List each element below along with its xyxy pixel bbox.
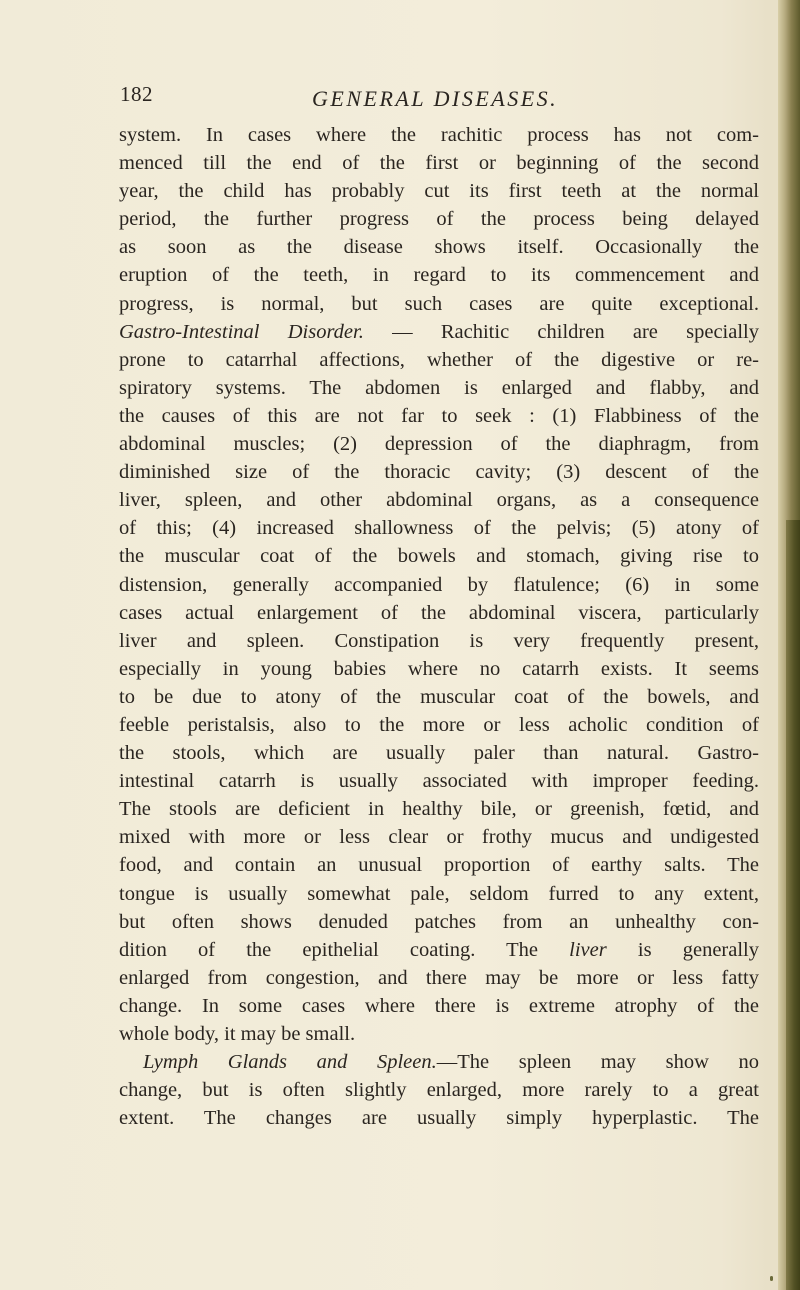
text-segment: of this; (4) increased shallowness of the pelvis; (5) atony of [119, 517, 759, 540]
text-segment: food, and contain an unusual proportion of earthy salts. The [119, 854, 759, 877]
text-line [119, 936, 759, 964]
text-segment: enlarged from congestion, and there may be more or less fatty [119, 966, 759, 989]
text-segment: to be due to atony of the muscular coat of the bowels, and [119, 685, 759, 708]
text-segment: progress, is normal, but such cases are quite exceptional. [119, 292, 759, 315]
italic-heading-segment: liver [569, 938, 607, 961]
text-line [119, 374, 759, 402]
text-line [119, 177, 759, 205]
text-segment: — Rachitic children are specially [363, 320, 759, 343]
text-segment: as soon as the disease shows itself. Occasionally the [119, 236, 759, 259]
text-segment: cases actual enlargement of the abdominal viscera, particularly [119, 601, 759, 624]
text-line [119, 964, 759, 992]
text-segment: extent. The changes are usually simply hyperplastic. The [119, 1107, 759, 1130]
text-segment: —The spleen may show no [436, 1051, 759, 1074]
page-number: 182 [120, 82, 153, 106]
text-line [119, 430, 759, 458]
text-line [119, 1020, 759, 1048]
text-line [119, 823, 759, 851]
text-segment: eruption of the teeth, in regard to its commencement and [119, 264, 759, 287]
text-line [119, 261, 759, 289]
text-line [119, 655, 759, 683]
text-segment: menced till the end of the first or beginning of the second [119, 152, 759, 175]
text-segment: is generally [606, 938, 759, 961]
text-segment: intestinal catarrh is usually associated with improper feeding. [119, 770, 759, 793]
text-line [119, 514, 759, 542]
text-line [119, 458, 759, 486]
text-line [119, 318, 759, 346]
text-line [119, 402, 759, 430]
text-segment: dition of the epithelial coating. The [119, 938, 570, 961]
text-segment: The stools are deficient in healthy bile, or greenish, fœtid, and [119, 798, 759, 821]
text-segment: whole body, it may be small. [119, 1023, 356, 1045]
text-line [119, 205, 759, 233]
text-line [119, 149, 759, 177]
text-segment: liver, spleen, and other abdominal organs, as a consequence [119, 489, 759, 512]
text-segment: abdominal muscles; (2) depression of the diaphragm, from [119, 433, 759, 456]
text-segment: but often shows denuded patches from an unhealthy con- [119, 910, 759, 933]
page-edge-dark [786, 520, 800, 1290]
text-segment: the causes of this are not far to seek : (1) Flabbiness of the [119, 404, 759, 427]
italic-heading-segment: Lymph Glands and Spleen. [143, 1051, 437, 1074]
text-segment: liver and spleen. Constipation is very frequently present, [119, 629, 759, 652]
text-line [119, 233, 759, 261]
text-line [119, 1048, 759, 1076]
italic-heading-segment: Gastro-Intestinal Disorder. [119, 320, 364, 343]
text-segment: mixed with more or less clear or frothy mucus and undigested [119, 826, 759, 849]
running-head: GENERAL DISEASES. [312, 86, 559, 111]
text-segment: diminished size of the thoracic cavity; (3) descent of the [119, 461, 759, 484]
text-segment: spiratory systems. The abdomen is enlarged and flabby, and [119, 376, 759, 399]
text-line [119, 739, 759, 767]
text-line [119, 121, 759, 149]
text-segment: feeble peristalsis, also to the more or less acholic condition of [119, 713, 759, 736]
text-line [119, 1104, 759, 1132]
text-line [119, 711, 759, 739]
text-segment: especially in young babies where no catarrh exists. It seems [119, 657, 759, 680]
text-segment: change. In some cases where there is extreme atrophy of the [119, 994, 759, 1017]
text-line [119, 542, 759, 570]
text-segment: prone to catarrhal affections, whether of the digestive or re- [119, 348, 759, 371]
text-line [119, 346, 759, 374]
text-line [119, 683, 759, 711]
text-line [119, 795, 759, 823]
text-segment: period, the further progress of the process being delayed [119, 208, 759, 231]
text-line [119, 486, 759, 514]
text-line [119, 1076, 759, 1104]
text-segment: distension, generally accompanied by flatulence; (6) in some [119, 573, 759, 596]
text-line [119, 992, 759, 1020]
text-line [119, 599, 759, 627]
text-line [119, 851, 759, 879]
text-segment: system. In cases where the rachitic process has not com- [119, 124, 759, 146]
text-segment: year, the child has probably cut its first teeth at the normal [119, 180, 759, 203]
text-line [119, 627, 759, 655]
text-line [119, 908, 759, 936]
text-line [119, 571, 759, 599]
text-line [119, 880, 759, 908]
paper-speck [770, 1276, 773, 1281]
text-line [119, 290, 759, 318]
text-segment: the stools, which are usually paler than natural. Gastro- [119, 742, 759, 765]
text-line [119, 767, 759, 795]
text-segment: tongue is usually somewhat pale, seldom furred to any extent, [119, 882, 759, 905]
body-text [119, 121, 759, 1132]
text-segment: the muscular coat of the bowels and stomach, giving rise to [119, 545, 759, 568]
text-segment: change, but is often slightly enlarged, more rarely to a great [119, 1079, 759, 1102]
